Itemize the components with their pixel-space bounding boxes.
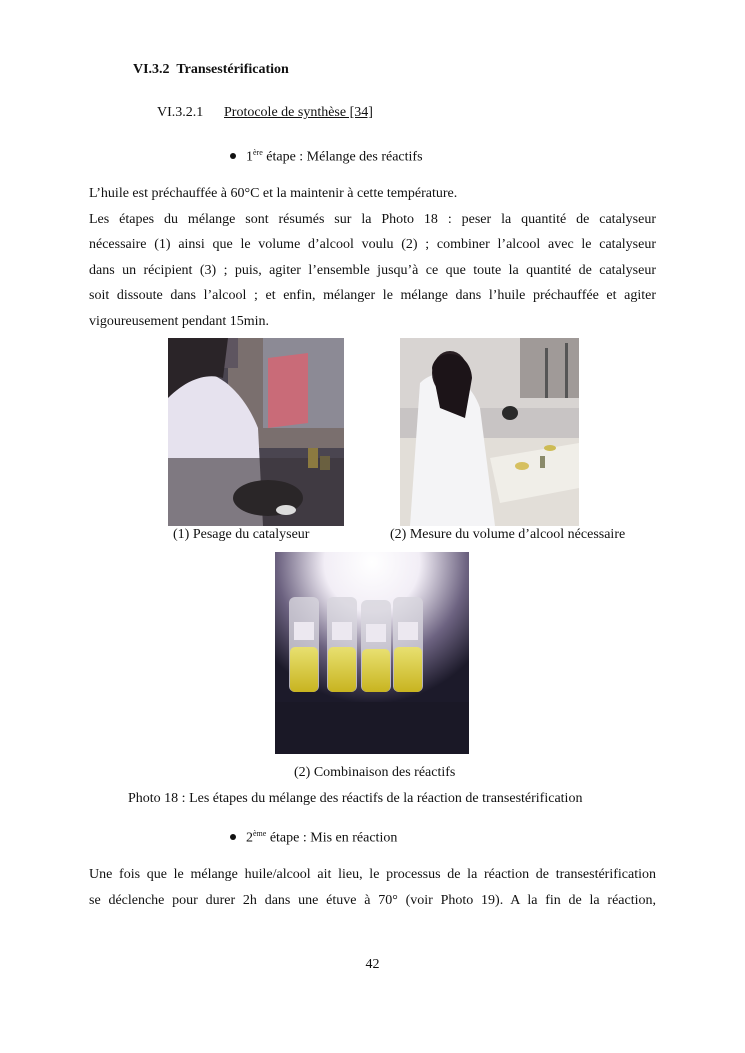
photo-measuring-image	[400, 338, 579, 526]
para1-line: soit dissoute dans l’alcool ; et enfin, mélanger le mélange dans l’huile préchauffée et agiter	[89, 288, 656, 303]
para1-line: nécessaire (1) ainsi que le volume d’alcool voulu (2) ; combiner l’alcool avec le catalyseur	[89, 237, 656, 252]
subsection-title: Protocole de synthèse [34]	[224, 105, 373, 120]
figure-caption: Photo 18 : Les étapes du mélange des réactifs de la réaction de transestérification	[128, 791, 583, 806]
step1-number: 1	[246, 149, 253, 165]
page-number: 42	[365, 957, 380, 972]
photo-combining-reactants	[275, 552, 469, 754]
step2-text: étape : Mis en réaction	[266, 830, 398, 846]
para2-line: se déclenche pour durer 2h dans une étuve à 70° (voir Photo 19). A la fin de la réaction,	[89, 892, 656, 908]
section-number: VI.3.2	[133, 62, 170, 77]
para1-line: vigoureusement pendant 15min.	[89, 313, 270, 329]
caption-photo-1: (1) Pesage du catalyseur	[173, 527, 310, 542]
photo-measuring-alcohol	[400, 338, 579, 526]
bullet-icon	[230, 834, 236, 840]
photo-weighing-image	[168, 338, 344, 526]
step1-bullet	[230, 148, 423, 166]
photo-weighing-catalyst	[168, 338, 344, 526]
para2-line: Une fois que le mélange huile/alcool ait lieu, le processus de la réaction de transestérification	[89, 867, 656, 882]
para1-line: L’huile est préchauffée à 60°C et la maintenir à cette température.	[89, 186, 458, 201]
step1-text: étape : Mélange des réactifs	[262, 149, 423, 165]
bullet-icon	[230, 153, 236, 159]
step1-ordinal: ère	[253, 148, 263, 157]
para1-line: dans un récipient (3) ; puis, agiter l’ensemble jusqu’à ce que toute la quantité de catalyseur	[89, 262, 656, 278]
photo-combining-image	[275, 552, 469, 754]
step2-bullet	[230, 829, 397, 847]
step2-ordinal: ème	[253, 829, 267, 838]
para1-line: Les étapes du mélange sont résumés sur la Photo 18 : peser la quantité de catalyseur	[89, 211, 656, 227]
step2-number: 2	[246, 830, 253, 846]
section-title: Transestérification	[176, 62, 289, 77]
paragraph-2	[89, 862, 656, 913]
caption-photo-3: (2) Combinaison des réactifs	[294, 765, 456, 780]
paragraph-1	[89, 181, 656, 334]
subsection-number: VI.3.2.1	[157, 105, 204, 120]
caption-photo-2: (2) Mesure du volume d’alcool nécessaire	[390, 527, 626, 542]
section-heading	[133, 62, 289, 78]
